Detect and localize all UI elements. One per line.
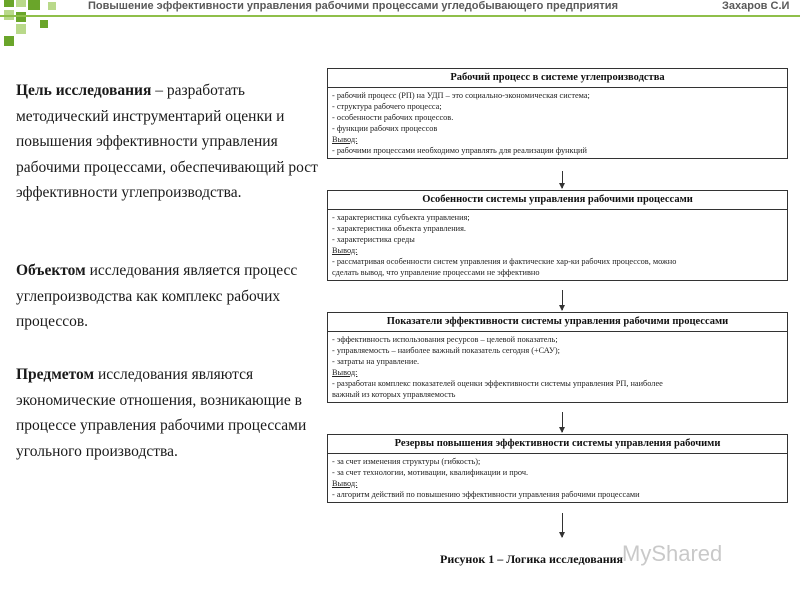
flow-box-title: Особенности системы управления рабочими процессами: [328, 191, 787, 210]
goal-lead: Цель исследования: [16, 82, 152, 99]
flow-box-reserves: [327, 434, 788, 503]
header-title: Повышение эффективности управления рабочими процессами угледобывающего предприятия: [88, 0, 618, 12]
flow-item: - за счет изменения структуры (гибкость);: [332, 457, 481, 466]
flow-item: - эффективность использования ресурсов – целевой показатель;: [332, 335, 558, 344]
flow-arrow: [562, 171, 563, 188]
decor-square: [28, 0, 40, 10]
header-divider: [0, 15, 800, 17]
flow-conclusion-label: Вывод:: [332, 246, 358, 255]
object-lead: Объектом: [16, 262, 86, 279]
flow-conclusion: - алгоритм действий по повышению эффективности управления рабочими процессами: [332, 490, 640, 499]
flow-item: - управляемость – наиболее важный показатель сегодня (+САУ);: [332, 346, 560, 355]
subject-lead: Предметом: [16, 366, 95, 383]
flow-conclusion-label: Вывод:: [332, 479, 358, 488]
flow-box-title: Резервы повышения эффективности системы управления рабочими: [328, 435, 787, 454]
flow-conclusion: - рабочими процессами необходимо управлять для реализации функций: [332, 146, 587, 155]
decor-square: [16, 0, 26, 7]
flow-arrow: [562, 412, 563, 432]
flow-item: - характеристика объекта управления.: [332, 224, 466, 233]
decor-square: [4, 0, 14, 7]
flow-box-title: Рабочий процесс в системе углепроизводства: [328, 69, 787, 88]
flow-conclusion-label: Вывод:: [332, 135, 358, 144]
flow-box-work-process: [327, 68, 788, 159]
flow-conclusion-label: Вывод:: [332, 368, 358, 377]
decor-square: [16, 24, 26, 34]
research-goal: [16, 78, 321, 206]
object-text: исследования является процесс углепроизводства как комплекс рабочих процессов.: [16, 262, 298, 330]
flow-conclusion: важный из которых управляемость: [332, 390, 456, 399]
flow-item: - рабочий процесс (РП) на УДП – это социально-экономическая система;: [332, 91, 590, 100]
flow-item: - особенности рабочих процессов.: [332, 113, 454, 122]
header-author: Захаров С.И: [722, 0, 790, 12]
figure-caption: Рисунок 1 – Логика исследования: [440, 552, 624, 566]
flow-item: - за счет технологии, мотивации, квалификации и проч.: [332, 468, 529, 477]
goal-text: – разработать методический инструментарий оценки и повышения эффективности управления рабочими процессами, обеспечивающий рост эффективности углепроизводства.: [16, 82, 318, 201]
flow-item: - характеристика среды: [332, 235, 415, 244]
flow-conclusion: - разработан комплекс показателей оценки эффективности системы управления РП, наиболее: [332, 379, 663, 388]
flow-arrow: [562, 513, 563, 537]
flow-box-management-features: [327, 190, 788, 281]
flow-item: - структура рабочего процесса;: [332, 102, 442, 111]
flow-item: - функции рабочих процессов: [332, 124, 438, 133]
decor-square: [16, 12, 26, 22]
decor-square: [4, 36, 14, 46]
decor-square: [48, 2, 56, 10]
research-object: [16, 258, 321, 335]
decor-square: [40, 20, 48, 28]
flow-arrow: [562, 290, 563, 310]
flow-box-title: Показатели эффективности системы управления рабочими процессами: [328, 313, 787, 332]
subject-text: исследования являются экономические отношения, возникающие в процессе управления рабочими процессами угольного производства.: [16, 366, 307, 460]
flow-item: - характеристика субъекта управления;: [332, 213, 470, 222]
watermark: MyShared: [622, 541, 723, 566]
flow-conclusion: - рассматривая особенности систем управления и фактические хар-ки рабочих процессов, можно: [332, 257, 677, 266]
flow-box-indicators: [327, 312, 788, 403]
research-subject: [16, 362, 321, 464]
flow-item: - затраты на управление.: [332, 357, 420, 366]
flow-conclusion: сделать вывод, что управление процессами не эффективно: [332, 268, 540, 277]
